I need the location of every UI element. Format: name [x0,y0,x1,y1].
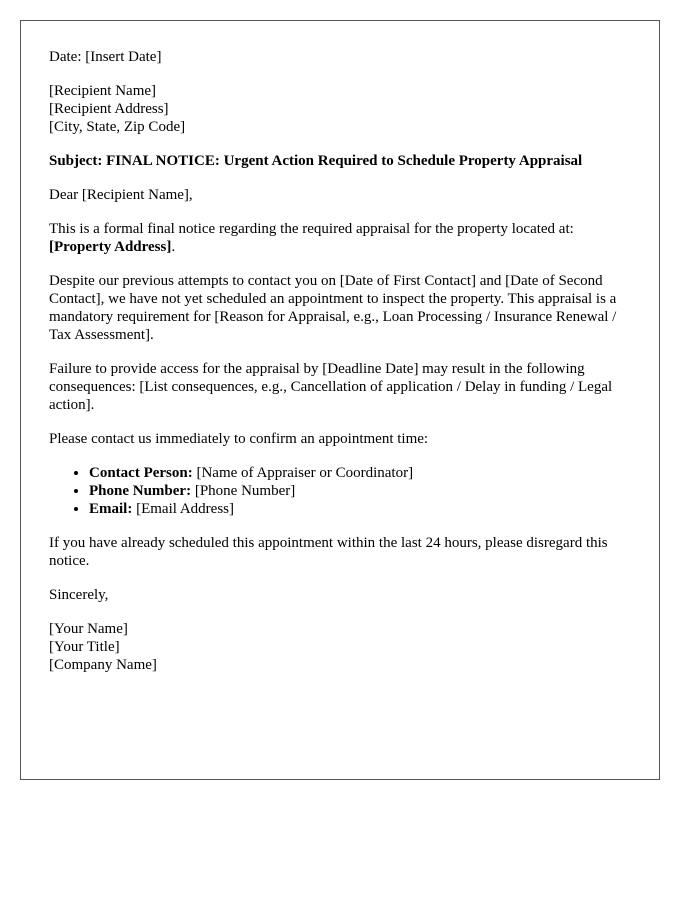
contact-value: [Phone Number] [191,483,296,499]
contact-list [49,464,631,518]
intro-end: . [171,239,176,255]
contact-value: [Email Address] [132,501,234,517]
contact-request-paragraph: Please contact us immediately to confirm an appointment time: [49,431,429,447]
recipient-block [49,82,631,136]
intro-paragraph [49,220,631,256]
contact-value: [Name of Appraiser or Coordinator] [192,465,414,481]
letter-page [20,20,660,780]
signature-company: [Company Name] [49,657,157,673]
signature-block [49,620,631,674]
contact-label: Phone Number: [89,483,192,499]
disregard-paragraph: If you have already scheduled this appointment within the last 24 hours, please disregard this notice. [49,535,608,569]
recipient-name: [Recipient Name] [49,83,157,99]
signature-title: [Your Title] [49,639,120,655]
subject-line: Subject: FINAL NOTICE: Urgent Action Required to Schedule Property Appraisal [49,153,583,169]
closing: Sincerely, [49,587,109,603]
previous-attempts-paragraph: Despite our previous attempts to contact you on [Date of First Contact] and [Date of Second Contact], we have not yet scheduled an appointment to inspect the property. This appraisal is a mandatory requirement for [Reason for Appraisal, e.g., Loan Processing / Insurance Renewal / Tax Assessment]. [49,273,617,343]
intro-text: This is a formal final notice regarding the required appraisal for the property located at: [49,221,574,237]
recipient-city-state-zip: [City, State, Zip Code] [49,119,186,135]
date-line: Date: [Insert Date] [49,49,162,65]
list-item [89,464,631,482]
consequences-paragraph: Failure to provide access for the appraisal by [Deadline Date] may result in the following consequences: [List consequences, e.g., Cancellation of application / Delay in funding / Legal action]. [49,361,613,413]
contact-label: Contact Person: [89,465,193,481]
list-item [89,500,631,518]
list-item [89,482,631,500]
signature-name: [Your Name] [49,621,128,637]
recipient-address: [Recipient Address] [49,101,169,117]
contact-label: Email: [89,501,133,517]
salutation: Dear [Recipient Name], [49,187,193,203]
property-address: [Property Address] [49,239,172,255]
